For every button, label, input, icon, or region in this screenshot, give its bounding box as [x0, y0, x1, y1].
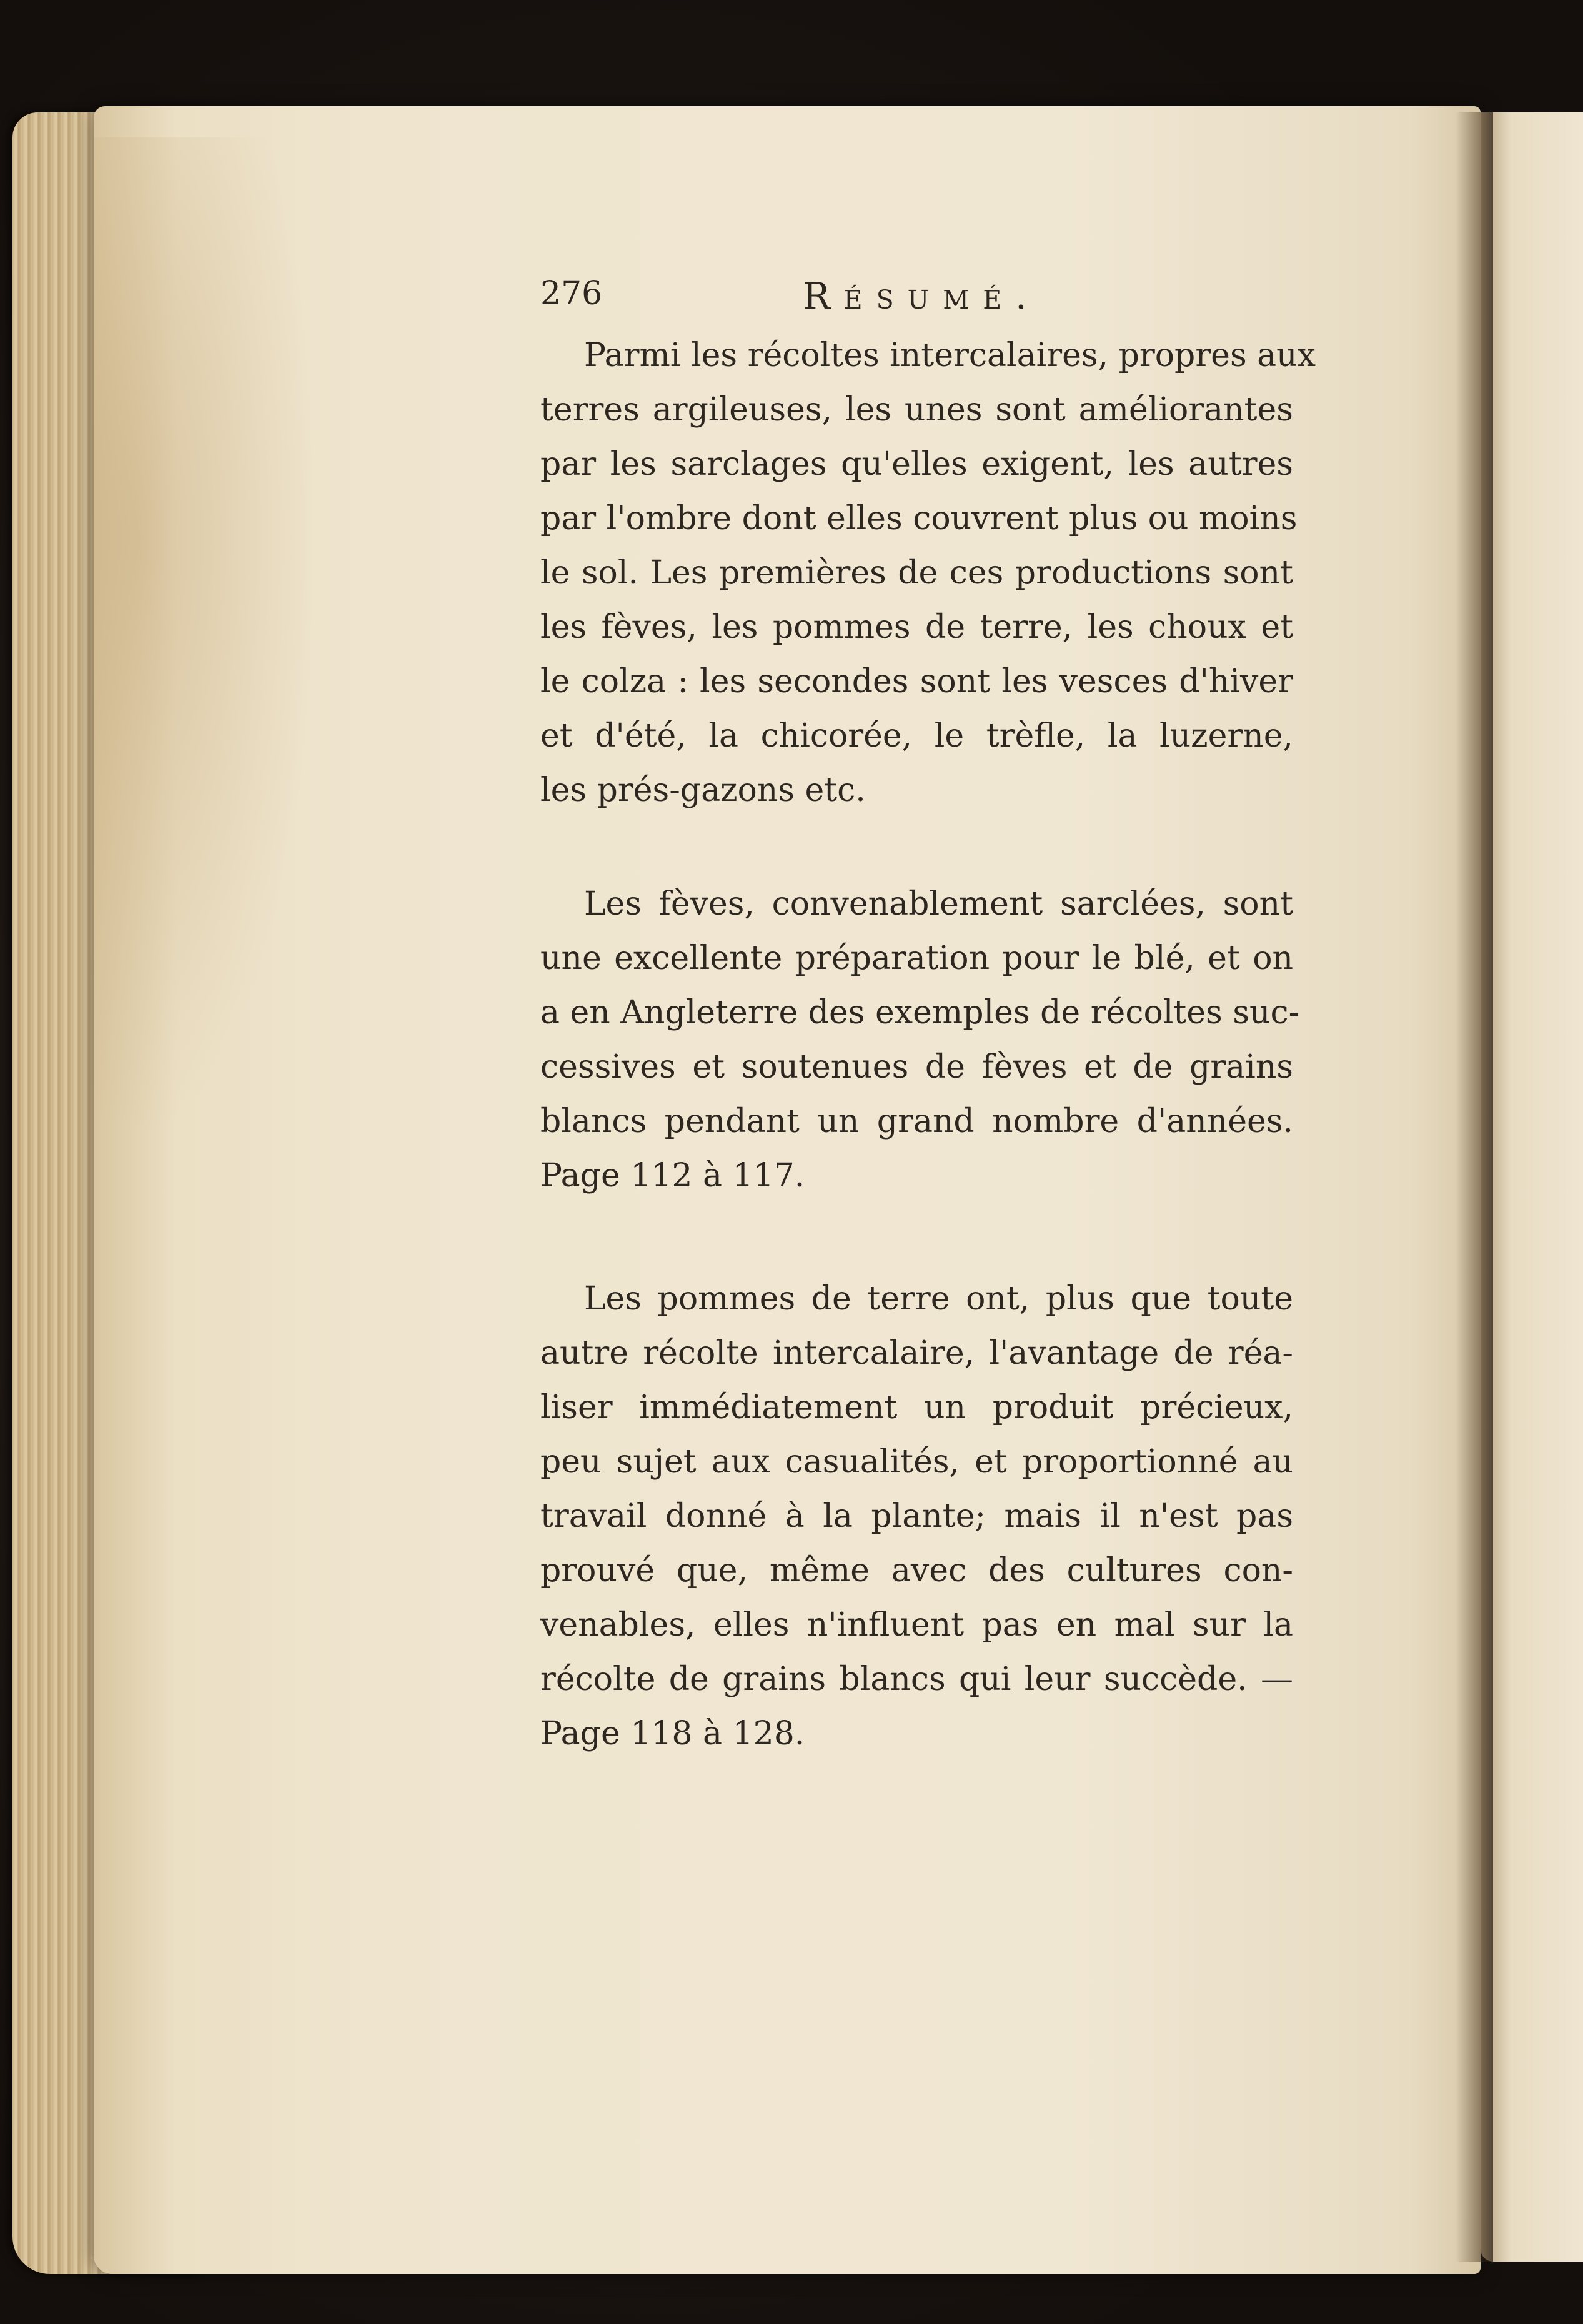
page-header: [540, 275, 1293, 325]
text-line: par l'ombre dont elles couvrent plus ou moins: [540, 500, 1298, 537]
text-line: Les pommes de terre ont, plus que toute: [584, 1280, 1293, 1318]
paragraph: [540, 877, 1300, 1203]
text-line: les fèves, les pommes de terre, les choux et: [540, 608, 1293, 646]
text-line: venables, elles n'influent pas en mal sur la: [540, 1606, 1293, 1644]
paragraph: [540, 1272, 1293, 1761]
page-number: 276: [540, 275, 603, 312]
text-line: une excellente préparation pour le blé, et on: [540, 940, 1293, 977]
text-line: le colza : les secondes sont les vesces d'hiver: [540, 663, 1293, 700]
running-title: Résumé.: [803, 275, 1041, 317]
text-line: liser immédiatement un produit précieux,: [540, 1389, 1293, 1426]
text-line: prouvé que, même avec des cultures con-: [540, 1552, 1293, 1589]
text-line: Les fèves, convenablement sarclées, sont: [584, 885, 1293, 923]
text-line: les prés-gazons etc.: [540, 772, 866, 809]
text-line: terres argileuses, les unes sont améliorantes: [540, 391, 1293, 429]
text-line: récolte de grains blancs qui leur succède. —: [540, 1661, 1293, 1698]
text-line: cessives et soutenues de fèves et de grains: [540, 1048, 1293, 1086]
paragraph: [540, 329, 1316, 818]
text-line: blancs pendant un grand nombre d'années.: [540, 1103, 1293, 1140]
page-text: [540, 275, 1316, 1761]
text-line: peu sujet aux casualités, et proportionné au: [540, 1443, 1293, 1481]
text-line: et d'été, la chicorée, le trèfle, la luzerne,: [540, 717, 1293, 755]
text-line: Page 118 à 128.: [540, 1715, 805, 1752]
text-line: travail donné à la plante; mais il n'est pas: [540, 1497, 1293, 1535]
text-line: a en Angleterre des exemples de récoltes suc-: [540, 994, 1300, 1031]
facing-page-edge: [1481, 112, 1583, 2262]
text-line: par les sarclages qu'elles exigent, les autres: [540, 445, 1293, 483]
text-line: Parmi les récoltes intercalaires, propres aux: [584, 337, 1316, 374]
text-line: le sol. Les premières de ces productions sont: [540, 554, 1293, 592]
text-line: autre récolte intercalaire, l'avantage de réa-: [540, 1334, 1293, 1372]
book-gutter: [1456, 112, 1493, 2262]
text-line: Page 112 à 117.: [540, 1157, 805, 1194]
